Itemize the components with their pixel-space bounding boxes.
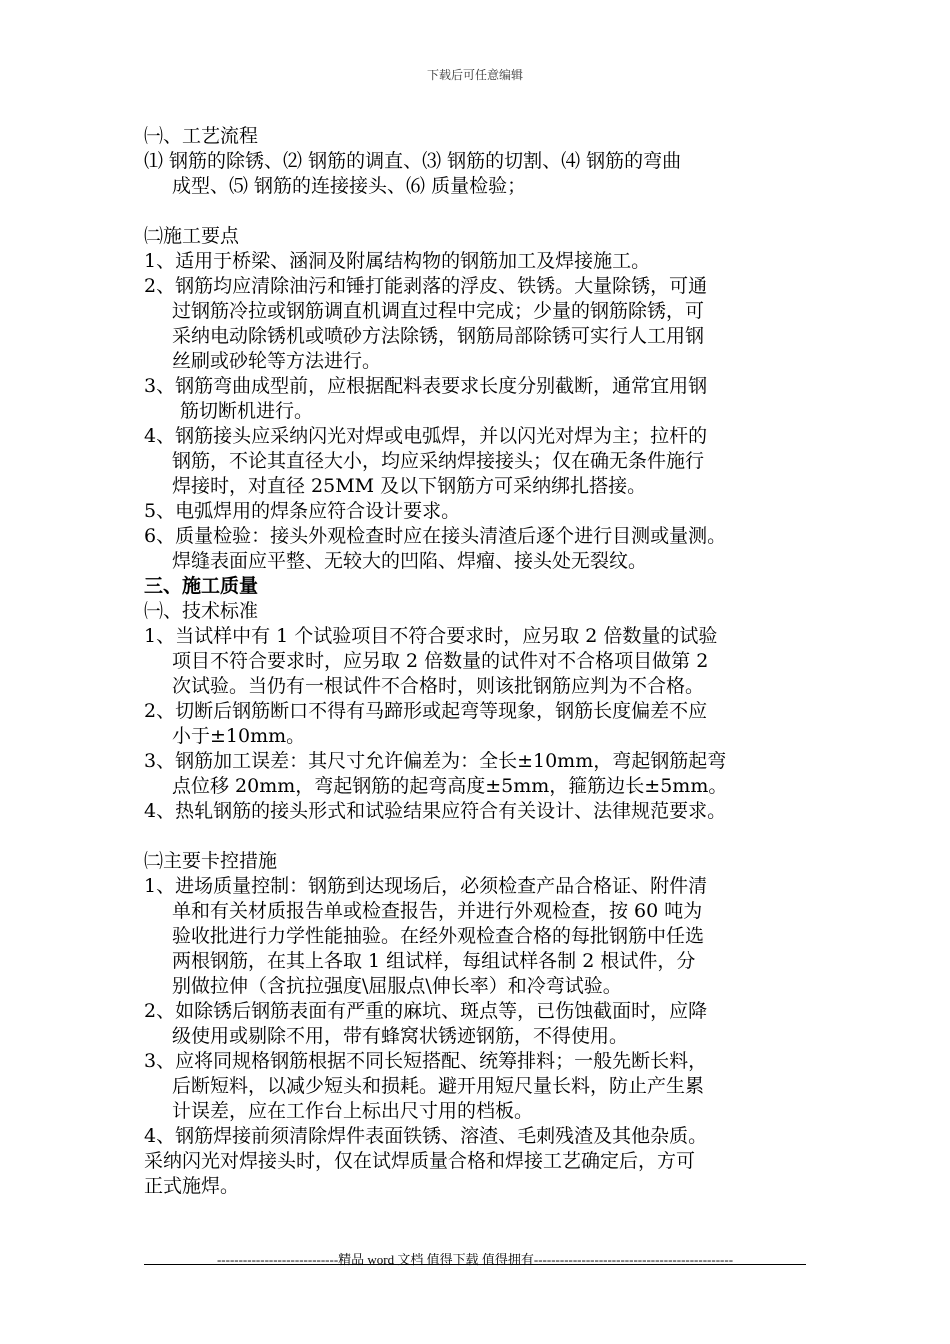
- blank-line: [144, 199, 834, 224]
- list-item-continuation: 点位移 20mm，弯起钢筋的起弯高度±5mm，箍筋边长±5mm。: [172, 775, 728, 797]
- list-item: 3、钢筋弯曲成型前，应根据配料表要求长度分别截断，通常宜用钢: [144, 375, 708, 397]
- list-item: 3、应将同规格钢筋根据不同长短搭配、统筹排料；一般先断长料，: [144, 1050, 708, 1072]
- page-footer: ----------------------------精品 word 文档 值得下载 值得拥有----------------------------------------------: [216, 1252, 734, 1267]
- list-item: 1、进场质量控制：钢筋到达现场后，必须检查产品合格证、附件清: [144, 875, 708, 897]
- list-item: 4、钢筋接头应采纳闪光对焊或电弧焊，并以闪光对焊为主；拉杆的: [144, 425, 708, 447]
- blank-line: [144, 824, 834, 849]
- list-item: 1、适用于桥梁、涵洞及附属结构物的钢筋加工及焊接施工。: [144, 250, 651, 272]
- section-title-technical-standards: ㈠、技术标准: [144, 600, 259, 622]
- list-item: 3、钢筋加工误差：其尺寸允许偏差为：全长±10mm，弯起钢筋起弯: [144, 750, 727, 772]
- list-item-continuation: 丝刷或砂轮等方法进行。: [172, 350, 382, 372]
- list-item: 6、质量检验：接头外观检查时应在接头清渣后逐个进行目测或量测。: [144, 525, 727, 547]
- section-title-construction-points: ㈡施工要点: [144, 225, 240, 247]
- list-item-continuation: 焊接时，对直径 25MM 及以下钢筋方可采纳绑扎搭接。: [172, 475, 647, 497]
- list-item: 2、钢筋均应清除油污和锤打能剥落的浮皮、铁锈。大量除锈，可通: [144, 275, 708, 297]
- paragraph-line: 采纳闪光对焊接头时，仅在试焊质量合格和焊接工艺确定后，方可: [144, 1150, 696, 1172]
- list-item: 2、如除锈后钢筋表面有严重的麻坑、斑点等，已伤蚀截面时，应降: [144, 1000, 708, 1022]
- paragraph-line: ⑴ 钢筋的除锈、⑵ 钢筋的调直、⑶ 钢筋的切割、⑷ 钢筋的弯曲: [144, 150, 682, 172]
- list-item: 1、当试样中有 1 个试验项目不符合要求时，应另取 2 倍数量的试验: [144, 625, 718, 647]
- list-item-continuation: 别做拉伸（含抗拉强度\屈服点\伸长率）和冷弯试验。: [172, 975, 622, 997]
- list-item-continuation: 筋切断机进行。: [180, 400, 314, 422]
- list-item-continuation: 采纳电动除锈机或喷砂方法除锈，钢筋局部除锈可实行人工用钢: [172, 325, 705, 347]
- section-title-key-control-measures: ㈡主要卡控措施: [144, 850, 278, 872]
- document-body: [144, 124, 834, 1199]
- list-item-continuation: 计误差，应在工作台上标出尺寸用的档板。: [172, 1100, 534, 1122]
- page-header: 下载后可任意编辑: [426, 68, 523, 82]
- list-item-continuation: 焊缝表面应平整、无较大的凹陷、焊瘤、接头处无裂纹。: [172, 550, 648, 572]
- section-title-process-flow: ㈠、工艺流程: [144, 125, 259, 147]
- list-item-continuation: 验收批进行力学性能抽验。在经外观检查合格的每批钢筋中任选: [172, 925, 705, 947]
- list-item-continuation: 项目不符合要求时，应另取 2 倍数量的试件对不合格项目做第 2: [172, 650, 709, 672]
- list-item-continuation: 钢筋，不论其直径大小，均应采纳焊接接头；仅在确无条件施行: [172, 450, 705, 472]
- paragraph-line: 正式施焊。: [144, 1175, 240, 1197]
- list-item-continuation: 次试验。当仍有一根试件不合格时，则该批钢筋应判为不合格。: [172, 675, 705, 697]
- list-item-continuation: 级使用或剔除不用，带有蜂窝状锈迹钢筋，不得使用。: [172, 1025, 629, 1047]
- list-item-continuation: 两根钢筋，在其上各取 1 组试样，每组试样各制 2 根试件，分: [172, 950, 696, 972]
- footer-divider: [144, 1264, 806, 1265]
- list-item: 2、切断后钢筋断口不得有马蹄形或起弯等现象，钢筋长度偏差不应: [144, 700, 708, 722]
- paragraph-line: 成型、⑸ 钢筋的连接接头、⑹ 质量检验；: [172, 175, 527, 197]
- list-item: 4、热轧钢筋的接头形式和试验结果应符合有关设计、法律规范要求。: [144, 800, 727, 822]
- list-item: 4、钢筋焊接前须清除焊件表面铁锈、溶渣、毛刺残渣及其他杂质。: [144, 1125, 708, 1147]
- list-item: 5、电弧焊用的焊条应符合设计要求。: [144, 500, 461, 522]
- list-item-continuation: 单和有关材质报告单或检查报告，并进行外观检查，按 60 吨为: [172, 900, 703, 922]
- list-item-continuation: 过钢筋冷拉或钢筋调直机调直过程中完成；少量的钢筋除锈，可: [172, 300, 705, 322]
- section-heading-construction-quality: 三、施工质量: [144, 575, 259, 597]
- list-item-continuation: 小于±10mm。: [172, 725, 306, 747]
- list-item-continuation: 后断短料，以减少短头和损耗。避开用短尺量长料，防止产生累: [172, 1075, 705, 1097]
